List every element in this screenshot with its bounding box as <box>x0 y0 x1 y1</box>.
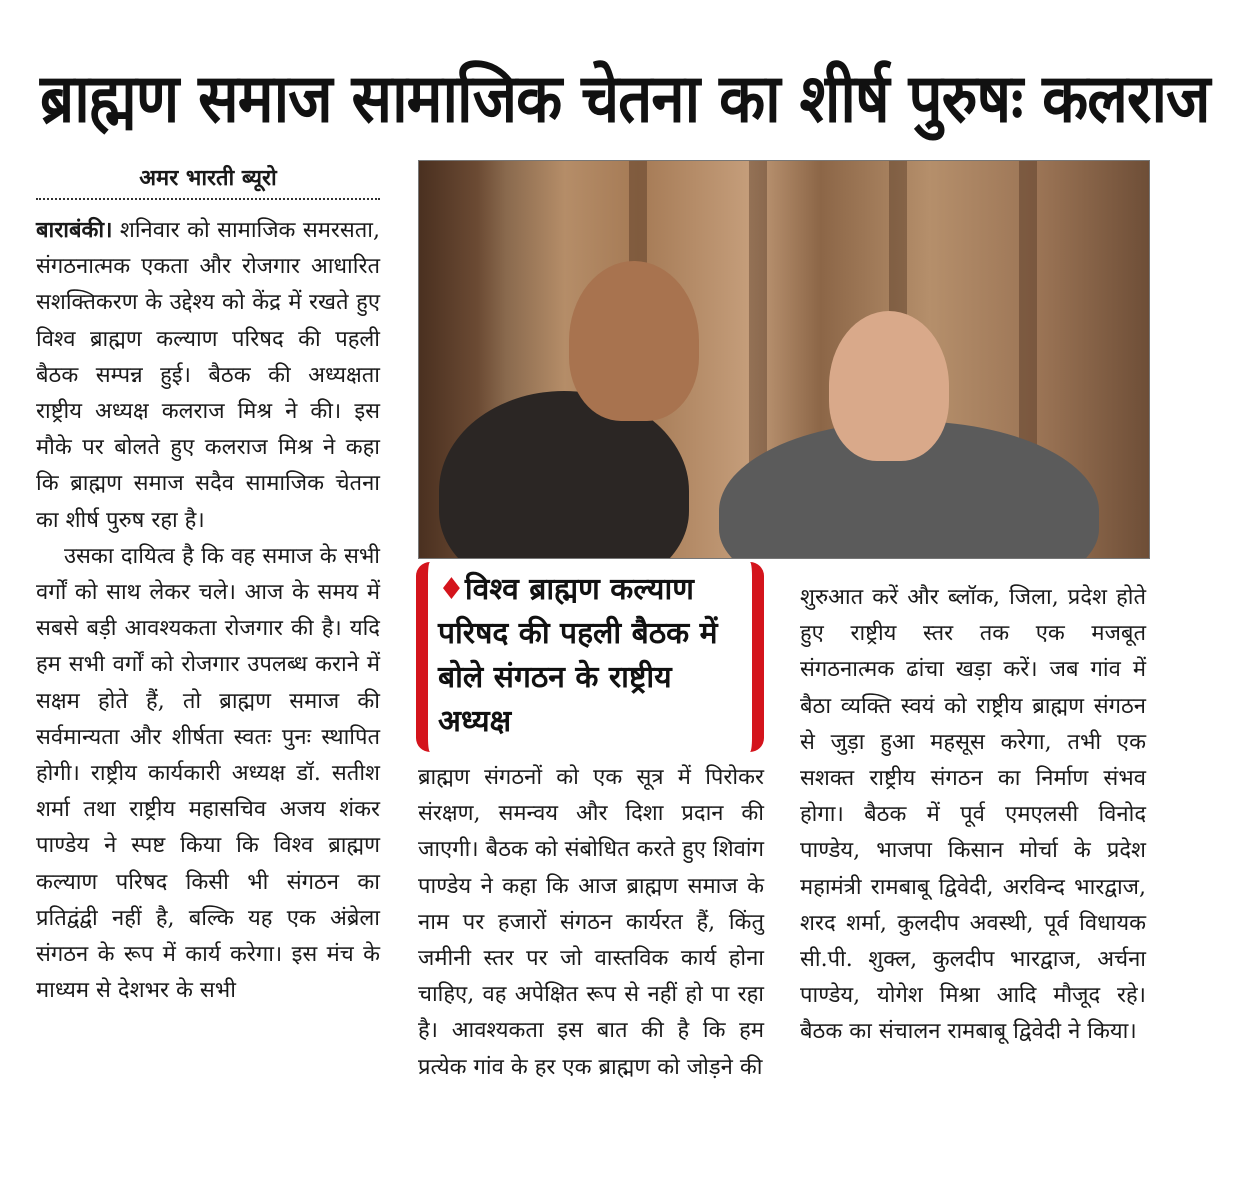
article-column-3 <box>800 580 1146 1051</box>
pull-quote <box>416 562 764 752</box>
headline: ब्राह्मण समाज सामाजिक चेतना का शीर्ष पुरुषः कलराज <box>40 59 1210 139</box>
column-3-text: शुरुआत करें और ब्लॉक, जिला, प्रदेश होते हुए राष्ट्रीय स्तर तक एक मजबूत संगठनात्मक ढांचा खड़ा करें। जब गांव में बैठा व्यक्ति स्वयं को राष्ट्रीय ब्राह्मण संगठन से जुड़ा हुआ महसूस करेगा, तभी एक सशक्त राष्ट्रीय संगठन का निर्माण संभव होगा। बैठक में पूर्व एमएलसी विनोद पाण्डेय, भाजपा किसान मोर्चा के प्रदेश महामंत्री रामबाबू द्विवेदी, अरविन्द भारद्वाज, शरद शर्मा, कुलदीप अवस्थी, पूर्व विधायक सी.पी. शुक्ल, कुलदीप भारद्वाज, अर्चना पाण्डेय, योगेश मिश्रा आदि मौजूद रहे। बैठक का संचालन रामबाबू द्विवेदी ने किया। <box>800 585 1146 1045</box>
person-left-face <box>569 261 699 421</box>
paragraph-2: उसका दायित्व है कि वह समाज के सभी वर्गों को साथ लेकर चले। आज के समय में सबसे बड़ी आवश्यकता रोजगार की है। यदि हम सभी वर्गों को रोजगार उपलब्ध कराने में सक्षम होते हैं, तो ब्राह्मण समाज की सर्वमान्यता और शीर्षता स्वतः पुनः स्थापित होगी। राष्ट्रीय कार्यकारी अध्यक्ष डॉ. सतीश शर्मा तथा राष्ट्रीय महासचिव अजय शंकर पाण्डेय ने स्पष्ट किया कि विश्व ब्राह्मण कल्याण परिषद किसी भी संगठन का प्रतिद्वंद्वी नहीं है, बल्कि यह एक अंब्रेला संगठन के रूप में कार्य करेगा। इस मंच के माध्यम से देशभर के सभी <box>36 543 380 1004</box>
byline: अमर भारती ब्यूरो <box>36 162 380 200</box>
diamond-icon: ♦ <box>438 572 465 607</box>
article-column-2 <box>418 760 764 1086</box>
dateline: बाराबंकी। <box>36 217 113 243</box>
column-2-text: ब्राह्मण संगठनों को एक सूत्र में पिरोकर संरक्षण, समन्वय और दिशा प्रदान की जाएगी। बैठक को संबोधित करते हुए शिवांग पाण्डेय ने कहा कि आज ब्राह्मण समाज के नाम पर हजारों संगठन कार्यरत हैं, किंतु जमीनी स्तर पर जो वास्तविक कार्य होना चाहिए, वह अपेक्षित रूप से नहीं हो पा रहा है। आवश्यकता इस बात की है कि हम प्रत्येक गांव के हर एक ब्राह्मण को जोड़ने की <box>418 765 764 1080</box>
paragraph-1-text: शनिवार को सामाजिक समरसता, संगठनात्मक एकता और रोजगार आधारित सशक्तिकरण के उद्देश्य को केंद्र में रखते हुए विश्व ब्राह्मण कल्याण परिषद की पहली बैठक सम्पन्न हुई। बैठक की अध्यक्षता राष्ट्रीय अध्यक्ष कलराज मिश्र ने की। इस मौके पर बोलते हुए कलराज मिश्र ने कहा कि ब्राह्मण समाज सदैव सामाजिक चेतना का शीर्ष पुरुष रहा है। <box>36 218 380 533</box>
article-column-1 <box>36 212 380 1009</box>
paragraph-1 <box>36 212 380 539</box>
person-right-face <box>829 311 949 461</box>
pull-quote-text: विश्व ब्राह्मण कल्याण परिषद की पहली बैठक में बोले संगठन के राष्ट्रीय अध्यक्ष <box>438 572 718 739</box>
news-photo <box>418 160 1150 559</box>
